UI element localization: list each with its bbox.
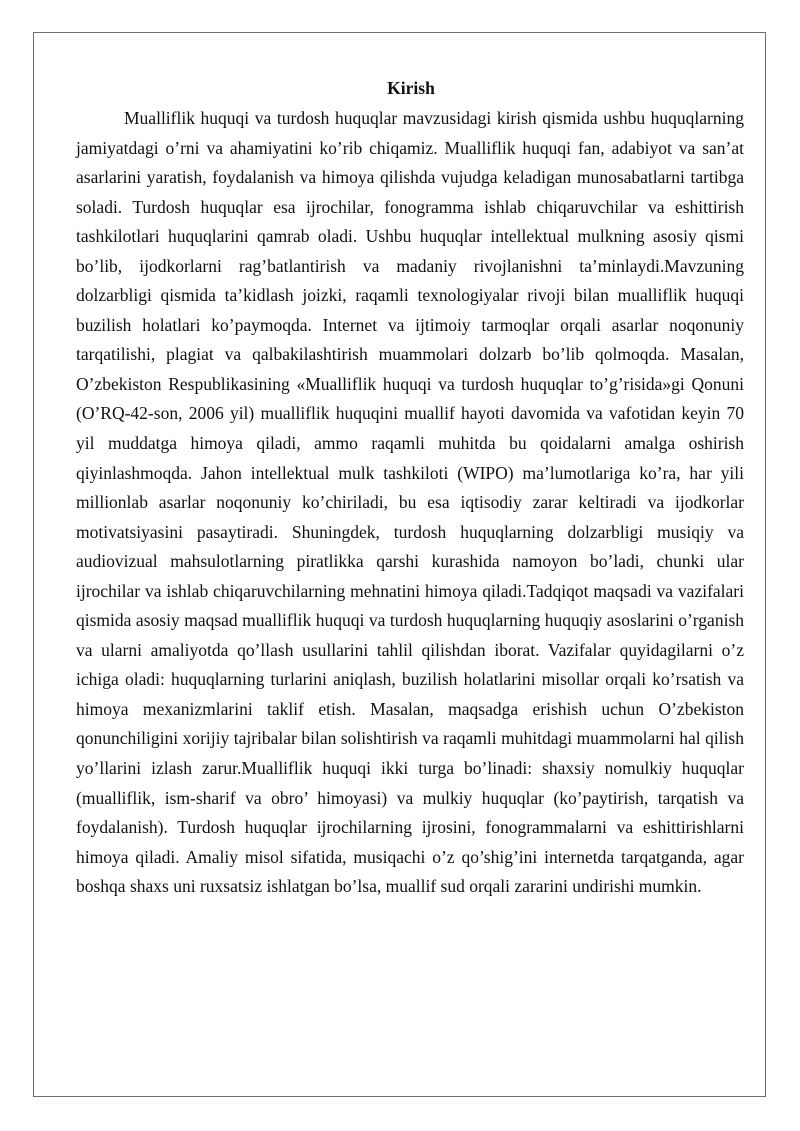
section-title: Kirish — [387, 78, 435, 98]
body-paragraph: Mualliflik huquqi va turdosh huquqlar mavzusidagi kirish qismida ushbu huquqlarning jamiyatdagi o’rni va ahamiyatini ko’rib chiqamiz. Mualliflik huquqi fan, adabiyot va san’at asarlarini yaratish, foydalanish va himoya qilishda vujudga keladigan munosabatlarni tartibga soladi. Turdosh huquqlar esa ijrochilar, fonogramma ishlab chiqaruvchilar va eshittirish tashkilotlari huquqlarini qamrab oladi. Ushbu huquqlar intellektual mulkning asosiy qismi bo’lib, ijodkorlarni rag’batlantirish va madaniy rivojlanishni ta’minlaydi.Mavzuning dolzarbligi qismida ta’kidlash joizki, raqamli texnologiyalar rivoji bilan mualliflik huquqi buzilish holatlari ko’paymoqda. Internet va ijtimoiy tarmoqlar orqali asarlar noqonuniy tarqatilishi, plagiat va qalbakilashtirish muammolari dolzarb bo’lib qolmoqda. Masalan, O’zbekiston Respublikasining «Mualliflik huquqi va turdosh huquqlar to’g’risida»gi Qonuni (O’RQ-42-son, 2006 yil) mualliflik huquqini muallif hayoti davomida va vafotidan keyin 70 yil muddatga himoya qiladi, ammo raqamli muhitda bu qoidalarni amalga oshirish qiyinlashmoqda. Jahon intellektual mulk tashkiloti (WIPO) ma’lumotlariga ko’ra, har yili millionlab asarlar noqonuniy ko’chiriladi, bu esa iqtisodiy zarar keltiradi va ijodkorlar motivatsiyasini pasaytiradi. Shuningdek, turdosh huquqlarning dolzarbligi musiqiy va audiovizual mahsulotlarning piratlikka qarshi kurashida namoyon bo’ladi, chunki ular ijrochilar va ishlab chiqaruvchilarning mehnatini himoya qiladi.Tadqiqot maqsadi va vazifalari qismida asosiy maqsad mualliflik huquqi va turdosh huquqlarning huquqiy asoslarini o’rganish va ularni amaliyotda qo’llash usullarini tahlil qilishdan iborat. Vazifalar quyidagilarni o’z ichiga oladi: huquqlarning turlarini aniqlash, buzilish holatlarini misollar orqali ko’rsatish va himoya mexanizmlarini taklif etish. Masalan, maqsadga erishish uchun O’zbekiston qonunchiligini xorijiy tajribalar bilan solishtirish va raqamli muhitdagi muammolarni hal qilish yo’llarini izlash zarur.Mualliflik huquqi ikki turga bo’linadi: shaxsiy nomulkiy huquqlar (mualliflik, ism-sharif va obro’ himoyasi) va mulkiy huquqlar (ko’paytirish, tarqatish va foydalanish). Turdosh huquqlar ijrochilarning ijrosini, fonogrammalarni va eshittirishlarni himoya qiladi. Amaliy misol sifatida, musiqachi o’z qo’shig’ini internetda tarqatganda, agar boshqa shaxs uni ruxsatsiz ishlatgan bo’lsa, muallif sud orqali zararini undirishi mumkin. — [76, 108, 744, 897]
page-content — [76, 72, 744, 902]
